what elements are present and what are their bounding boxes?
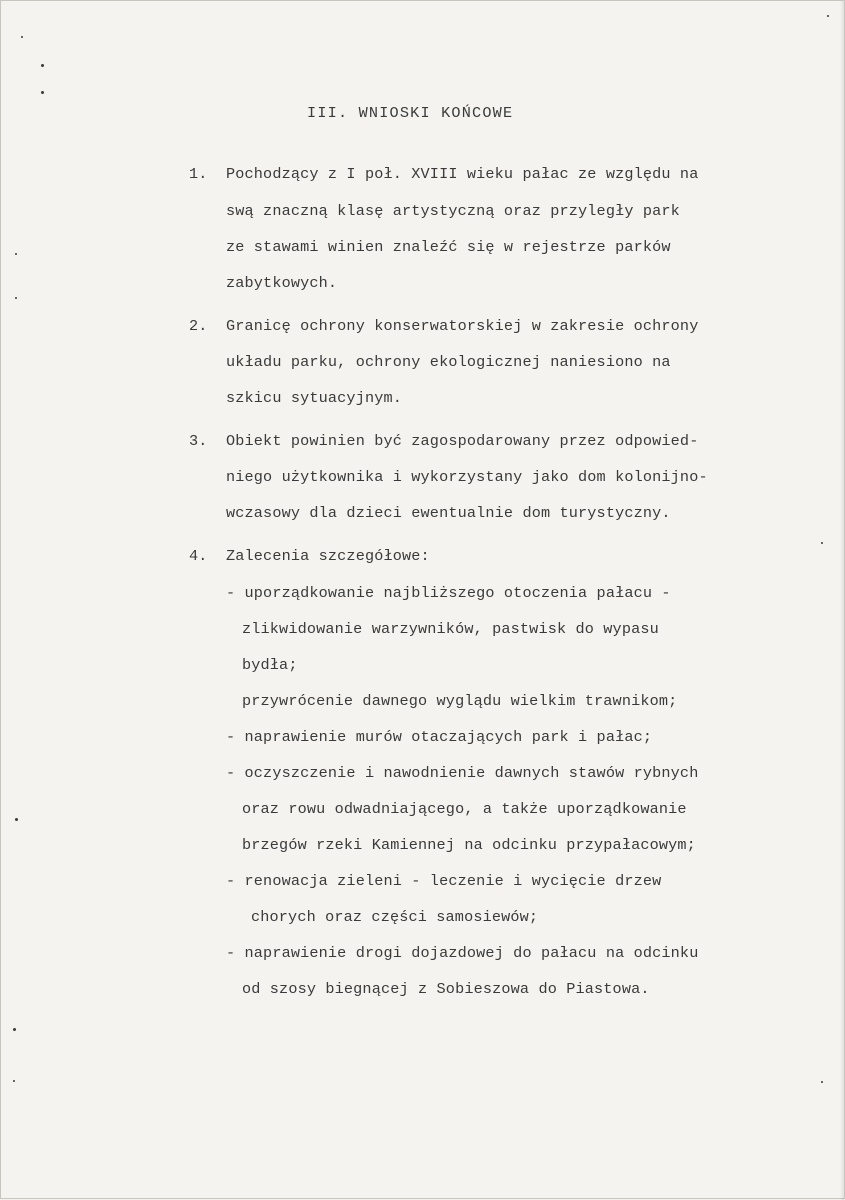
margin-speck bbox=[21, 36, 23, 38]
margin-speck bbox=[15, 818, 18, 821]
section-title: III. WNIOSKI KOŃCOWE bbox=[307, 104, 514, 122]
item-line: układu parku, ochrony ekologicznej naniesiono na bbox=[226, 353, 671, 371]
margin-speck bbox=[41, 64, 44, 67]
item-line: - renowacja zieleni - leczenie i wycięcie drzew bbox=[226, 872, 662, 890]
item-line: zabytkowych. bbox=[226, 274, 338, 292]
item-number: 2. bbox=[189, 317, 208, 335]
item-line: chorych oraz części samosiewów; bbox=[251, 908, 539, 926]
item-line: swą znaczną klasę artystyczną oraz przyległy park bbox=[226, 202, 680, 220]
page-edge-shadow bbox=[840, 1, 844, 1200]
item-line: zlikwidowanie warzywników, pastwisk do wypasu bbox=[242, 620, 659, 638]
margin-speck bbox=[821, 542, 823, 544]
item-line: oraz rowu odwadniającego, a także uporządkowanie bbox=[242, 800, 687, 818]
item-line: brzegów rzeki Kamiennej na odcinku przypałacowym; bbox=[242, 836, 696, 854]
item-line: - oczyszczenie i nawodnienie dawnych stawów rybnych bbox=[226, 764, 699, 782]
margin-speck bbox=[15, 297, 17, 299]
margin-speck bbox=[41, 91, 44, 94]
item-line: Granicę ochrony konserwatorskiej w zakresie ochrony bbox=[226, 317, 699, 335]
item-line: szkicu sytuacyjnym. bbox=[226, 389, 403, 407]
item-line: Obiekt powinien być zagospodarowany przez odpowied- bbox=[226, 432, 699, 450]
margin-speck bbox=[13, 1028, 16, 1031]
item-line: Pochodzący z I poł. XVIII wieku pałac ze względu na bbox=[226, 165, 699, 183]
item-number: 4. bbox=[189, 547, 208, 565]
margin-speck bbox=[13, 1080, 15, 1082]
item-line: Zalecenia szczegółowe: bbox=[226, 547, 430, 565]
item-line: - naprawienie murów otaczających park i pałac; bbox=[226, 728, 653, 746]
margin-speck bbox=[827, 15, 829, 17]
item-line: - uporządkowanie najbliższego otoczenia pałacu - bbox=[226, 584, 671, 602]
item-line: od szosy biegnącej z Sobieszowa do Piastowa. bbox=[242, 980, 650, 998]
item-number: 3. bbox=[189, 432, 208, 450]
item-line: niego użytkownika i wykorzystany jako dom kolonijno- bbox=[226, 468, 708, 486]
item-line: bydła; bbox=[242, 656, 298, 674]
item-line: wczasowy dla dzieci ewentualnie dom turystyczny. bbox=[226, 504, 671, 522]
margin-speck bbox=[15, 253, 17, 255]
item-line: przywrócenie dawnego wyglądu wielkim trawnikom; bbox=[242, 692, 678, 710]
item-line: - naprawienie drogi dojazdowej do pałacu na odcinku bbox=[226, 944, 699, 962]
item-line: ze stawami winien znaleźć się w rejestrze parków bbox=[226, 238, 671, 256]
item-number: 1. bbox=[189, 165, 208, 183]
margin-speck bbox=[821, 1081, 823, 1083]
